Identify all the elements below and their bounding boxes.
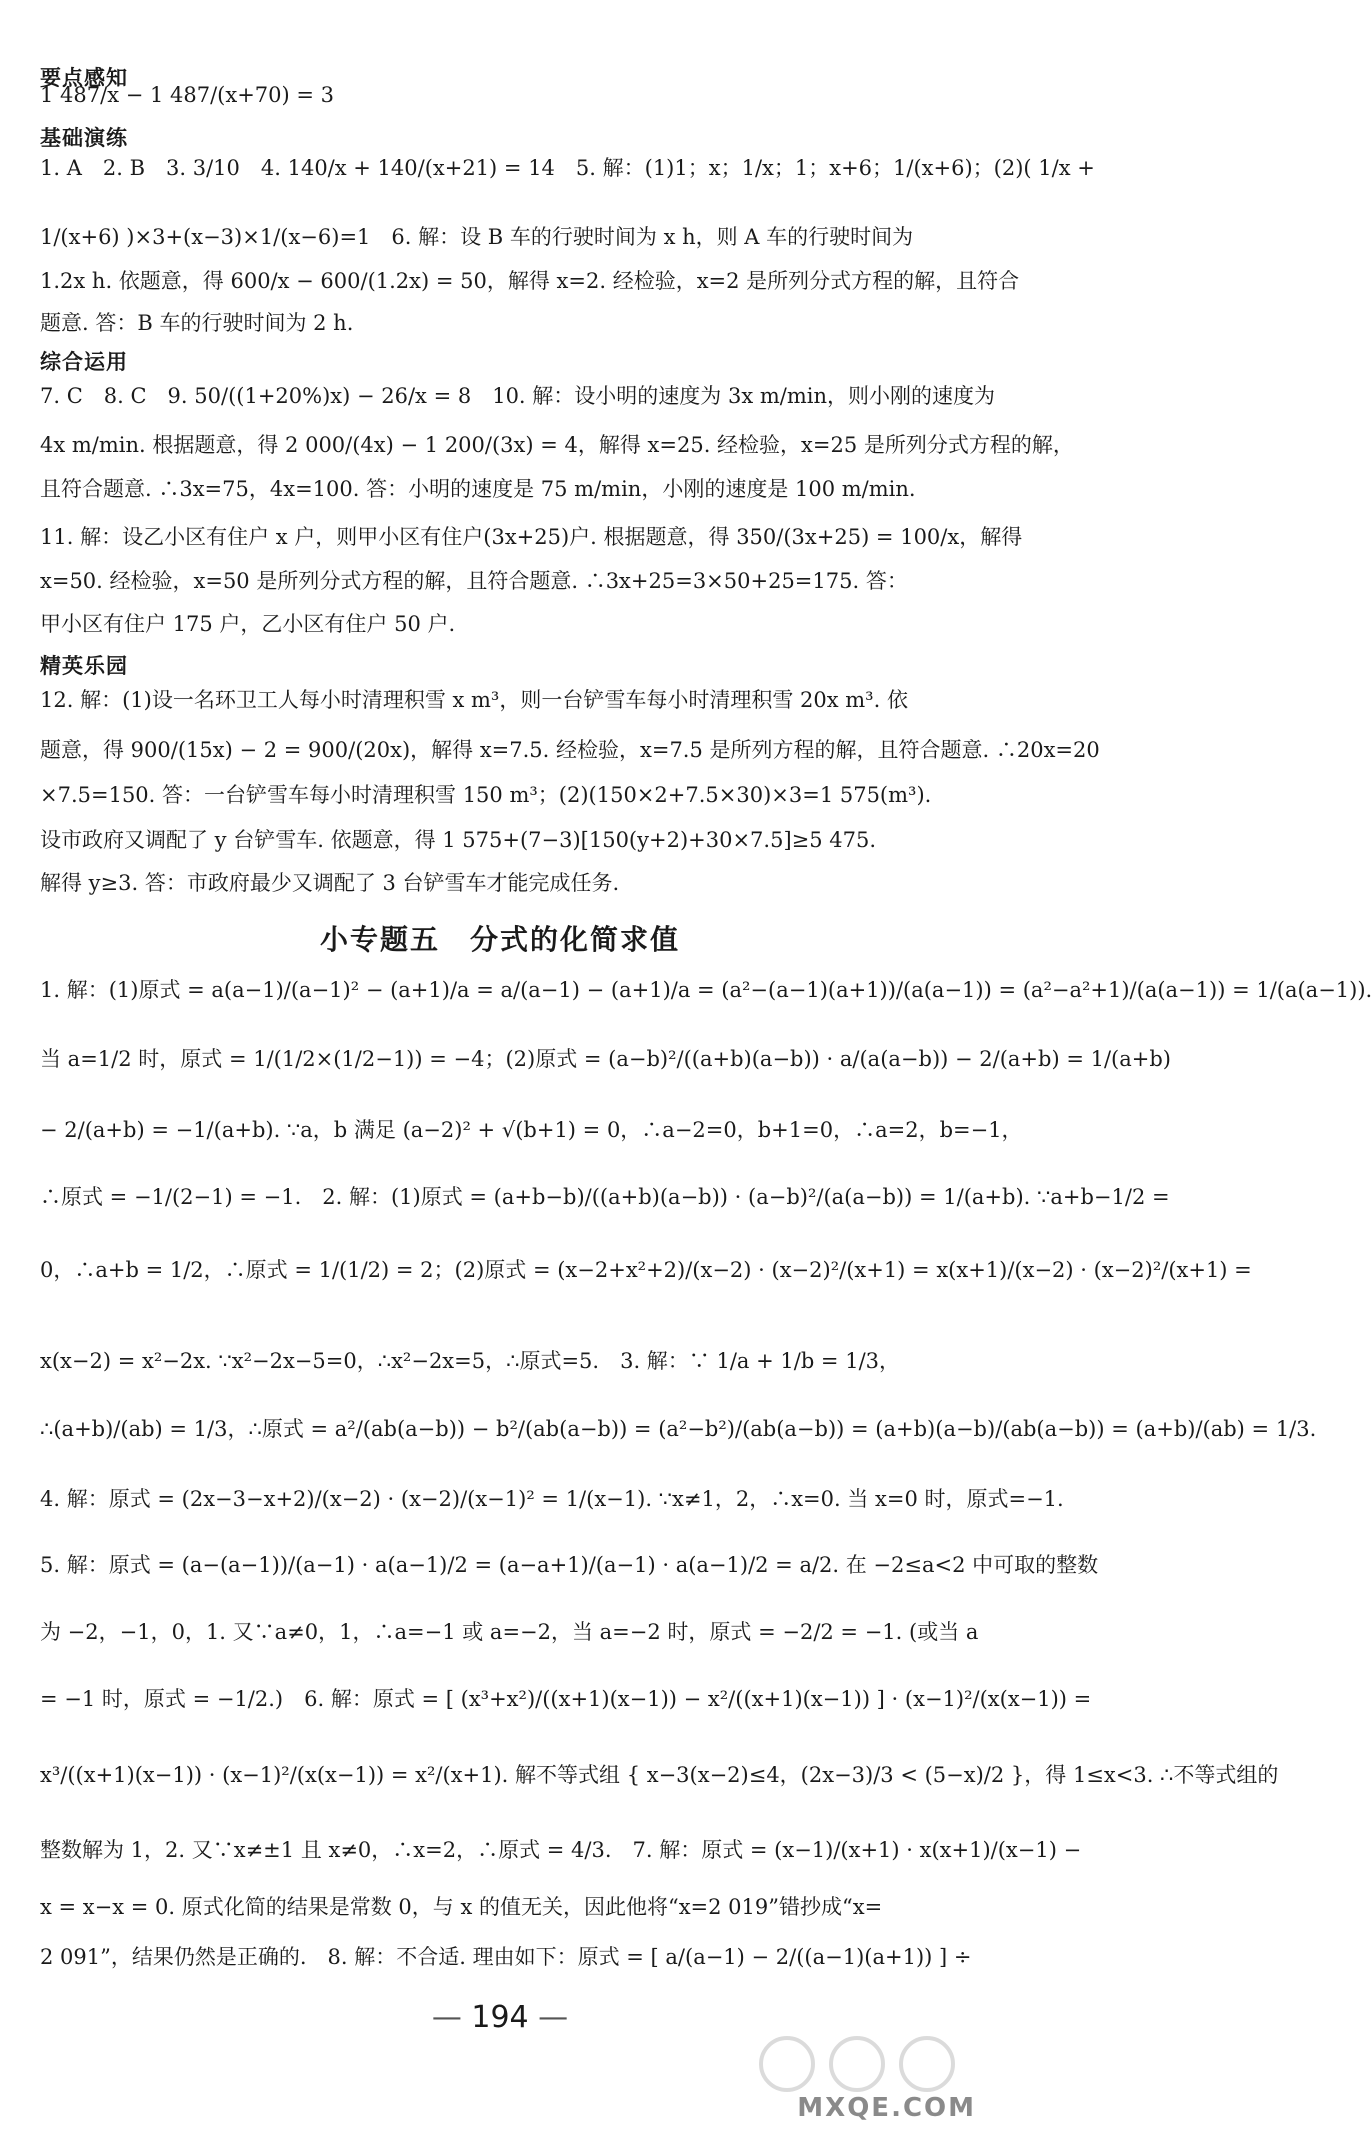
answer-line: 1/(x+6) )×3+(x−3)×1/(x−6)=1 6. 解：设 B 车的行驶时间为 x h，则 A 车的行驶时间为 (40, 225, 914, 249)
answer-line: 解得 y≥3. 答：市政府最少又调配了 3 台铲雪车才能完成任务. (40, 871, 620, 895)
answer-line: x = x−x = 0. 原式化简的结果是常数 0，与 x 的值无关，因此他将“x=2 019”错抄成“x= (40, 1895, 883, 1919)
answer-line: x=50. 经检验，x=50 是所列分式方程的解，且符合题意. ∴3x+25=3×50+25=175. 答： (40, 569, 908, 593)
answer-line: 4. 解：原式 = (2x−3−x+2)/(x−2) · (x−2)/(x−1)² = 1/(x−1). ∵x≠1，2，∴x=0. 当 x=0 时，原式=−1. (40, 1487, 1064, 1511)
page-number: — 194 — (431, 2000, 569, 2035)
answer-line: 1 487/x − 1 487/(x+70) = 3 (40, 83, 335, 107)
section-heading-comprehensive: 综合运用 (40, 350, 128, 374)
answer-line: − 2/(a+b) = −1/(a+b). ∵a，b 满足 (a−2)² + √(b+1) = 0，∴a−2=0，b+1=0，∴a=2，b=−1， (40, 1118, 1023, 1142)
answer-line: 7. C 8. C 9. 50/((1+20%)x) − 26/x = 8 10. 解：设小明的速度为 3x m/min，则小刚的速度为 (40, 384, 995, 408)
answer-line: 且符合题意. ∴3x=75，4x=100. 答：小明的速度是 75 m/min，小刚的速度是 100 m/min. (40, 477, 916, 501)
section-heading-key-points: 要点感知 (40, 66, 128, 90)
topic-title: 小专题五 分式的化简求值 (319, 923, 680, 956)
answer-line: 题意，得 900/(15x) − 2 = 900/(20x)，解得 x=7.5. 经检验，x=7.5 是所列方程的解，且符合题意. ∴20x=20 (40, 738, 1100, 762)
section-heading-elite: 精英乐园 (40, 654, 128, 678)
answer-line: 题意. 答：B 车的行驶时间为 2 h. (40, 311, 354, 335)
answer-line: = −1 时，原式 = −1/2.) 6. 解：原式 = [ (x³+x²)/((x+1)(x−1)) − x²/((x+1)(x−1)) ] · (x−1)²/(x(x−1)) = (40, 1687, 1092, 1711)
answer-line: 5. 解：原式 = (a−(a−1))/(a−1) · a(a−1)/2 = (a−a+1)/(a−1) · a(a−1)/2 = a/2. 在 −2≤a<2 中可取的整数 (40, 1553, 1099, 1577)
answer-line: 1.2x h. 依题意，得 600/x − 600/(1.2x) = 50，解得 x=2. 经检验，x=2 是所列分式方程的解，且符合 (40, 269, 1020, 293)
answer-line: ×7.5=150. 答：一台铲雪车每小时清理积雪 150 m³；(2)(150×2+7.5×30)×3=1 575(m³). (40, 783, 932, 807)
answer-line: x³/((x+1)(x−1)) · (x−1)²/(x(x−1)) = x²/(x+1). 解不等式组 { x−3(x−2)≤4，(2x−3)/3 < (5−x)/2 }，得 1≤x<3. ∴不等式组的 (40, 1763, 1279, 1787)
answer-line: x(x−2) = x²−2x. ∵x²−2x−5=0，∴x²−2x=5，∴原式=5. 3. 解：∵ 1/a + 1/b = 1/3， (40, 1349, 901, 1373)
answer-line: 4x m/min. 根据题意，得 2 000/(4x) − 1 200/(3x) = 4，解得 x=25. 经检验，x=25 是所列分式方程的解， (40, 433, 1074, 457)
answer-line: 甲小区有住户 175 户，乙小区有住户 50 户. (40, 612, 456, 636)
answer-line: 12. 解：(1)设一名环卫工人每小时清理积雪 x m³，则一台铲雪车每小时清理积雪 20x m³. 依 (40, 688, 908, 712)
watermark-text: MXQE.COM (797, 2093, 976, 2123)
answer-line: 整数解为 1，2. 又∵x≠±1 且 x≠0，∴x=2，∴原式 = 4/3. 7. 解：原式 = (x−1)/(x+1) · x(x+1)/(x−1) − (40, 1838, 1082, 1862)
answer-line: 2 091”，结果仍然是正确的. 8. 解：不合适. 理由如下：原式 = [ a/(a−1) − 2/((a−1)(a+1)) ] ÷ (40, 1945, 972, 1969)
answer-line: 1. A 2. B 3. 3/10 4. 140/x + 140/(x+21) = 14 5. 解：(1)1；x；1/x；1；x+6；1/(x+6)；(2)( 1/x + (40, 156, 1095, 180)
answer-line: ∴(a+b)/(ab) = 1/3，∴原式 = a²/(ab(a−b)) − b²/(ab(a−b)) = (a²−b²)/(ab(a−b)) = (a+b)(a−b)/(ab(a−b)) = (a+b)/(ab) = 1/3. (40, 1417, 1317, 1441)
answer-line: ∴原式 = −1/(2−1) = −1. 2. 解：(1)原式 = (a+b−b)/((a+b)(a−b)) · (a−b)²/(a(a−b)) = 1/(a+b). ∵a+b−1/2 = (40, 1185, 1170, 1209)
answer-line: 当 a=1/2 时，原式 = 1/(1/2×(1/2−1)) = −4；(2)原式 = (a−b)²/((a+b)(a−b)) · a/(a(a−b)) − 2/(a+b) = 1/(a+b) (40, 1047, 1171, 1071)
answer-line: 为 −2，−1，0，1. 又∵a≠0，1，∴a=−1 或 a=−2，当 a=−2 时，原式 = −2/2 = −1. (或当 a (40, 1620, 979, 1644)
answer-line: 设市政府又调配了 y 台铲雪车. 依题意，得 1 575+(7−3)[150(y+2)+30×7.5]≥5 475. (40, 828, 877, 852)
answer-line: 0，∴a+b = 1/2，∴原式 = 1/(1/2) = 2；(2)原式 = (x−2+x²+2)/(x−2) · (x−2)²/(x+1) = x(x+1)/(x−2) · (x−2)²/(x+1) = (40, 1258, 1252, 1282)
section-heading-basic-practice: 基础演练 (40, 126, 128, 150)
answer-line: 11. 解：设乙小区有住户 x 户，则甲小区有住户(3x+25)户. 根据题意，得 350/(3x+25) = 100/x，解得 (40, 525, 1023, 549)
answer-line: 1. 解：(1)原式 = a(a−1)/(a−1)² − (a+1)/a = a/(a−1) − (a+1)/a = (a²−(a−1)(a+1))/(a(a−1)) = (a²−a²+1)/(a(a−1)) = 1/(a(a−1)). (40, 978, 1372, 1002)
